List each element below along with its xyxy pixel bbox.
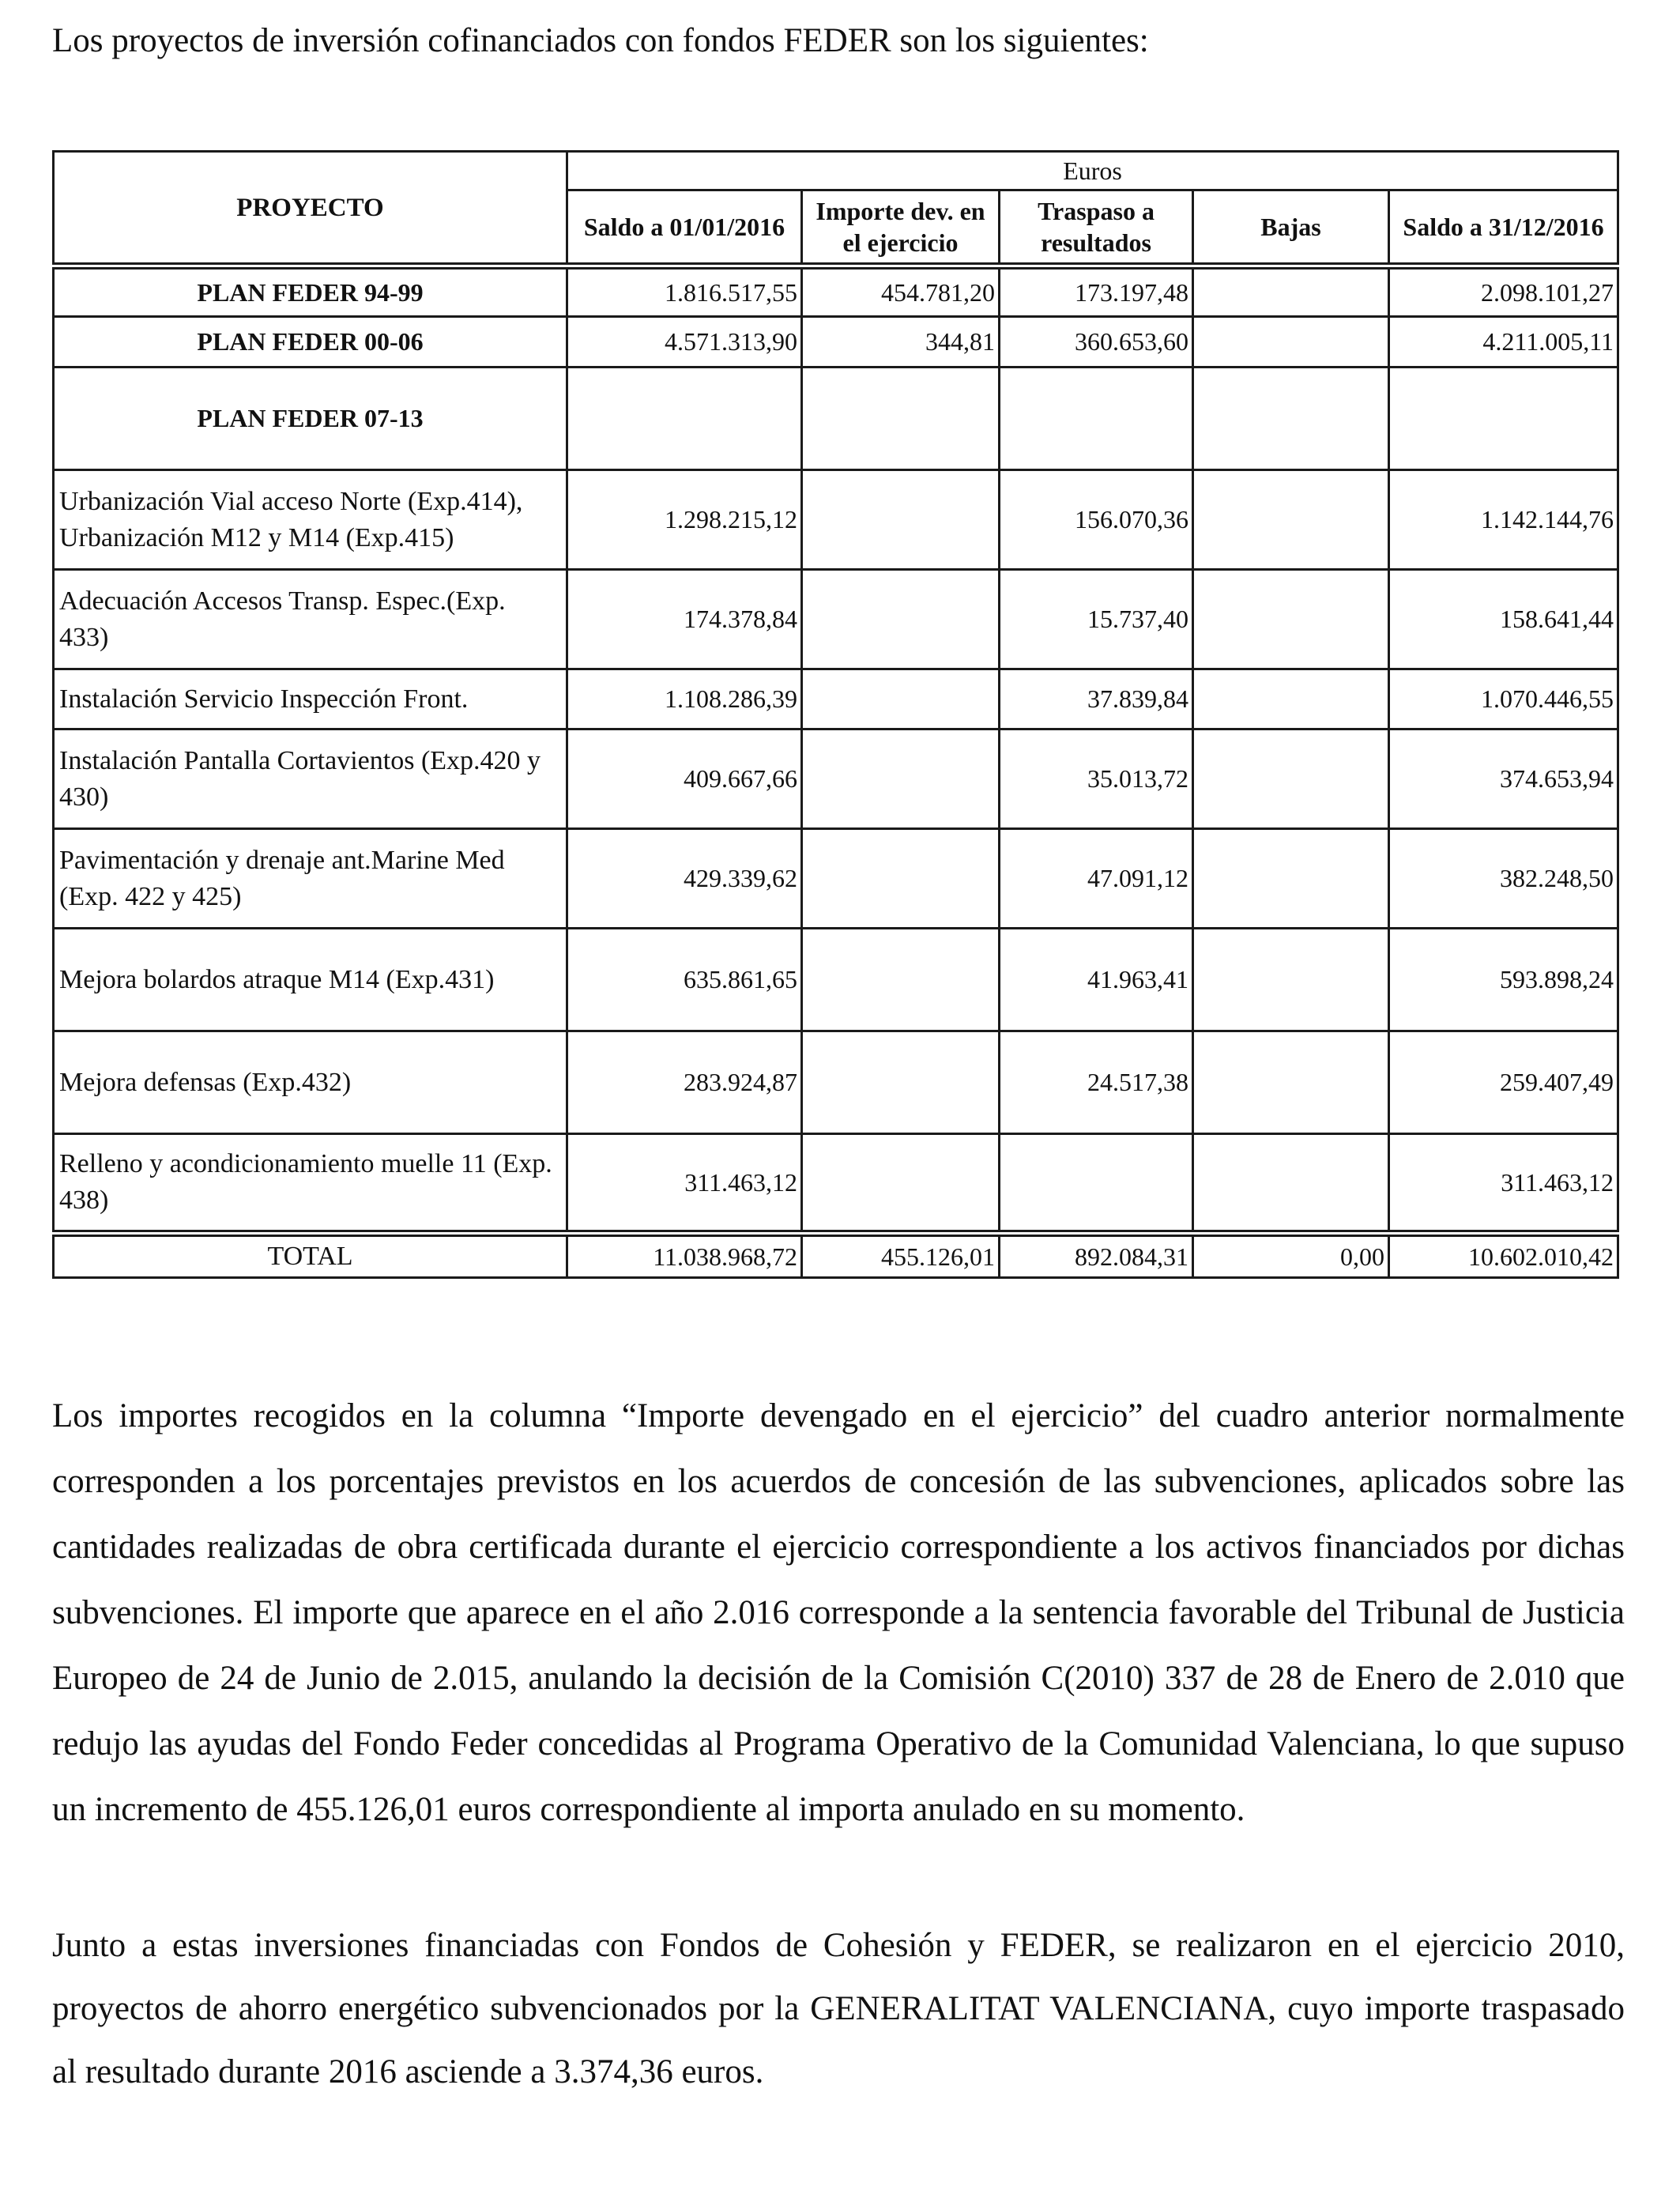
cell-value xyxy=(802,829,1000,929)
feder-projects-table xyxy=(52,150,1619,1279)
cell-value xyxy=(1389,368,1618,470)
header-traspaso: Traspaso a resultados xyxy=(1000,190,1193,266)
cell-value xyxy=(1193,266,1389,317)
total-value: 455.126,01 xyxy=(802,1234,1000,1278)
total-value: 10.602.010,42 xyxy=(1389,1234,1618,1278)
table-row xyxy=(54,570,1618,669)
project-name: Instalación Servicio Inspección Front. xyxy=(54,669,567,729)
cell-value: 311.463,12 xyxy=(1389,1134,1618,1234)
cell-value xyxy=(802,669,1000,729)
table-row xyxy=(54,317,1618,368)
cell-value: 156.070,36 xyxy=(1000,470,1193,570)
cell-value xyxy=(1193,1031,1389,1134)
table-row xyxy=(54,929,1618,1031)
cell-value: 429.339,62 xyxy=(567,829,802,929)
cell-value xyxy=(802,368,1000,470)
cell-value xyxy=(802,570,1000,669)
cell-value: 1.816.517,55 xyxy=(567,266,802,317)
total-label: TOTAL xyxy=(54,1234,567,1278)
cell-value: 158.641,44 xyxy=(1389,570,1618,669)
cell-value xyxy=(1193,729,1389,829)
cell-value: 454.781,20 xyxy=(802,266,1000,317)
cell-value: 283.924,87 xyxy=(567,1031,802,1134)
cell-value: 635.861,65 xyxy=(567,929,802,1031)
cell-value xyxy=(802,929,1000,1031)
cell-value xyxy=(1193,470,1389,570)
cell-value: 4.571.313,90 xyxy=(567,317,802,368)
paragraph-1: Los importes recogidos en la columna “Importe devengado en el ejercicio” del cuadro anterior normalmente corresponden a los porcentajes previstos en los acuerdos de concesión de las subvenciones, aplicados sobre las cantidades realizadas de obra certificada durante el ejercicio correspondiente a los activos financiados por dichas subvenciones. El importe que aparece en el año 2.016 corresponde a la sentencia favorable del Tribunal de Justicia Europeo de 24 de Junio de 2.015, anulando la decisión de la Comisión C(2010) 337 de 28 de Enero de 2.010 que redujo las ayudas del Fondo Feder concedidas al Programa Operativo de la Comunidad Valenciana, lo que supuso un incremento de 455.126,01 euros correspondiente al importa anulado en su momento. xyxy=(52,1397,1625,1828)
cell-value xyxy=(1193,929,1389,1031)
total-row xyxy=(54,1234,1618,1278)
cell-value: 1.298.215,12 xyxy=(567,470,802,570)
cell-value xyxy=(1193,570,1389,669)
cell-value: 344,81 xyxy=(802,317,1000,368)
header-unit: Euros xyxy=(567,152,1618,190)
cell-value: 37.839,84 xyxy=(1000,669,1193,729)
cell-value: 409.667,66 xyxy=(567,729,802,829)
cell-value: 311.463,12 xyxy=(567,1134,802,1234)
table-row xyxy=(54,470,1618,570)
cell-value xyxy=(802,1134,1000,1234)
cell-value: 259.407,49 xyxy=(1389,1031,1618,1134)
cell-value: 2.098.101,27 xyxy=(1389,266,1618,317)
cell-value: 1.142.144,76 xyxy=(1389,470,1618,570)
header-saldo-inicial: Saldo a 01/01/2016 xyxy=(567,190,802,266)
cell-value: 382.248,50 xyxy=(1389,829,1618,929)
project-name: Mejora defensas (Exp.432) xyxy=(54,1031,567,1134)
cell-value: 374.653,94 xyxy=(1389,729,1618,829)
table-body xyxy=(54,266,1618,1278)
cell-value xyxy=(567,368,802,470)
project-name: Mejora bolardos atraque M14 (Exp.431) xyxy=(54,929,567,1031)
cell-value xyxy=(1193,1134,1389,1234)
project-name: Pavimentación y drenaje ant.Marine Med (Exp. 422 y 425) xyxy=(54,829,567,929)
cell-value xyxy=(1193,317,1389,368)
project-name: Relleno y acondicionamiento muelle 11 (Exp. 438) xyxy=(54,1134,567,1234)
project-name: PLAN FEDER 00-06 xyxy=(54,317,567,368)
cell-value: 47.091,12 xyxy=(1000,829,1193,929)
cell-value xyxy=(802,1031,1000,1134)
cell-value: 593.898,24 xyxy=(1389,929,1618,1031)
cell-value: 24.517,38 xyxy=(1000,1031,1193,1134)
project-name: Urbanización Vial acceso Norte (Exp.414), Urbanización M12 y M14 (Exp.415) xyxy=(54,470,567,570)
cell-value: 174.378,84 xyxy=(567,570,802,669)
table-row xyxy=(54,1134,1618,1234)
cell-value: 41.963,41 xyxy=(1000,929,1193,1031)
header-importe-dev: Importe dev. en el ejercicio xyxy=(802,190,1000,266)
paragraph-2: Junto a estas inversiones financiadas con Fondos de Cohesión y FEDER, se realizaron en el ejercicio 2010, proyectos de ahorro energético subvencionados por la GENERALITAT VALENCIANA, cuyo importe traspasado al resultado durante 2016 asciende a 3.374,36 euros. xyxy=(52,1927,1625,2090)
body-text xyxy=(52,1383,1625,1842)
project-name: Instalación Pantalla Cortavientos (Exp.420 y 430) xyxy=(54,729,567,829)
project-name: PLAN FEDER 07-13 xyxy=(54,368,567,470)
cell-value: 1.070.446,55 xyxy=(1389,669,1618,729)
cell-value: 4.211.005,11 xyxy=(1389,317,1618,368)
cell-value xyxy=(802,729,1000,829)
cell-value xyxy=(1000,1134,1193,1234)
cell-value xyxy=(1000,368,1193,470)
cell-value xyxy=(1193,829,1389,929)
cell-value xyxy=(802,470,1000,570)
total-value: 0,00 xyxy=(1193,1234,1389,1278)
header-saldo-final: Saldo a 31/12/2016 xyxy=(1389,190,1618,266)
table-row xyxy=(54,729,1618,829)
project-name: PLAN FEDER 94-99 xyxy=(54,266,567,317)
header-proyecto: PROYECTO xyxy=(54,152,567,266)
project-name: Adecuación Accesos Transp. Espec.(Exp. 433) xyxy=(54,570,567,669)
table-row xyxy=(54,829,1618,929)
cell-value: 360.653,60 xyxy=(1000,317,1193,368)
total-value: 892.084,31 xyxy=(1000,1234,1193,1278)
table-row xyxy=(54,1031,1618,1134)
table-row xyxy=(54,368,1618,470)
cell-value: 15.737,40 xyxy=(1000,570,1193,669)
header-bajas: Bajas xyxy=(1193,190,1389,266)
cell-value xyxy=(1193,669,1389,729)
table-row xyxy=(54,669,1618,729)
cell-value: 35.013,72 xyxy=(1000,729,1193,829)
table-row xyxy=(54,266,1618,317)
cell-value xyxy=(1193,368,1389,470)
cell-value: 173.197,48 xyxy=(1000,266,1193,317)
total-value: 11.038.968,72 xyxy=(567,1234,802,1278)
intro-text: Los proyectos de inversión cofinanciados con fondos FEDER son los siguientes: xyxy=(52,22,1149,59)
cell-value: 1.108.286,39 xyxy=(567,669,802,729)
